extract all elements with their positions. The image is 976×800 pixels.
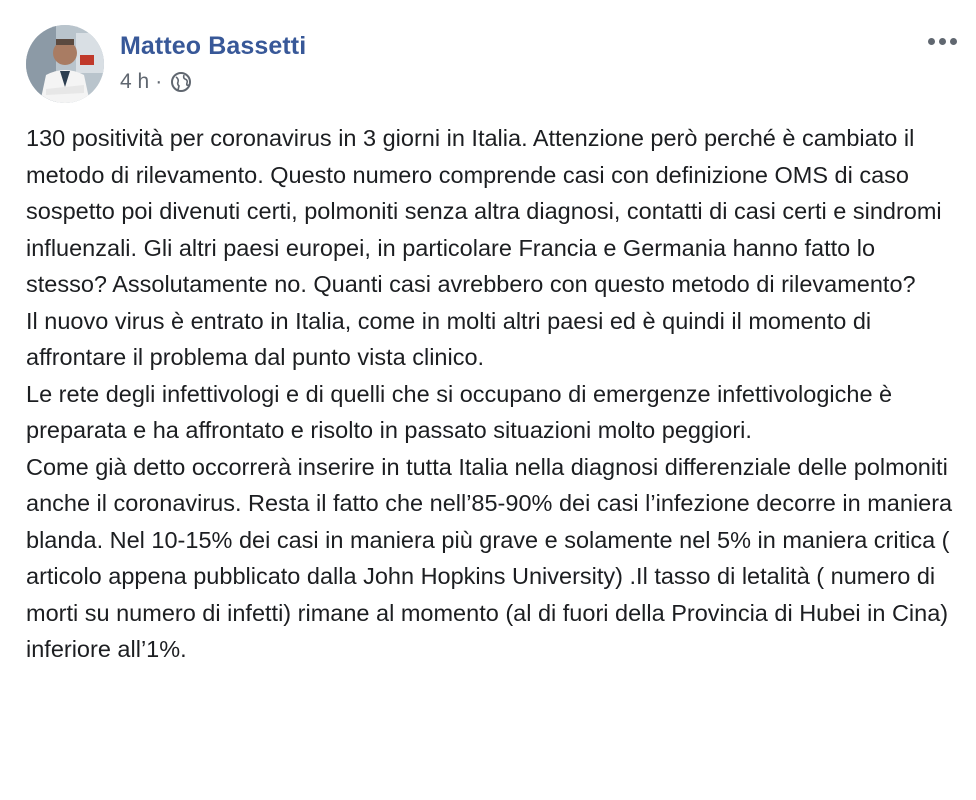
post-meta (120, 70, 192, 94)
more-options-icon[interactable] (922, 26, 962, 56)
meta-separator: · (155, 70, 163, 93)
post-paragraph: Le rete degli infettivologi e di quelli che si occupano di emergenze infettivologiche è preparata e ha affrontato e risolto in passato situazioni molto peggiori. (26, 380, 893, 443)
more-dot (939, 38, 946, 45)
post-body (26, 120, 956, 668)
more-dot (950, 38, 957, 45)
avatar[interactable] (26, 25, 104, 103)
post-time[interactable]: 4 h (120, 70, 150, 93)
globe-icon[interactable] (170, 71, 192, 93)
post-paragraph: 130 positività per coronavirus in 3 giorni in Italia. Attenzione però perché è cambiato il metodo di rilevamento. Questo numero comprende casi con definizione OMS di caso sospetto poi divenuti certi, polmoniti senza altra diagnosi, contatti di casi certi e sindromi influenzali. Gli altri paesi europei, in particolare Francia e Germania hanno fatto lo stesso? Assolutamente no. Quanti casi avrebbero con questo metodo di rilevamento? (26, 125, 942, 297)
post-paragraph: Come già detto occorrerà inserire in tutta Italia nella diagnosi differenziale delle polmoniti anche il coronavirus. Resta il fatto che nell’85-90% dei casi l’infezione decorre in maniera blanda. Nel 10-15% dei casi in maniera più grave e solamente nel 5% in maniera critica ( articolo appena pubblicato dalla John Hopkins University) .Il tasso di letalità ( numero di morti su numero di infetti) rimane al momento (al di fuori della Provincia di Hubei in Cina) inferiore all’1%. (26, 453, 953, 662)
more-dot (928, 38, 935, 45)
post-paragraph: Il nuovo virus è entrato in Italia, come in molti altri paesi ed è quindi il momento di affrontare il problema dal punto vista clinico. (26, 307, 872, 370)
author-name[interactable]: Matteo Bassetti (120, 32, 307, 60)
